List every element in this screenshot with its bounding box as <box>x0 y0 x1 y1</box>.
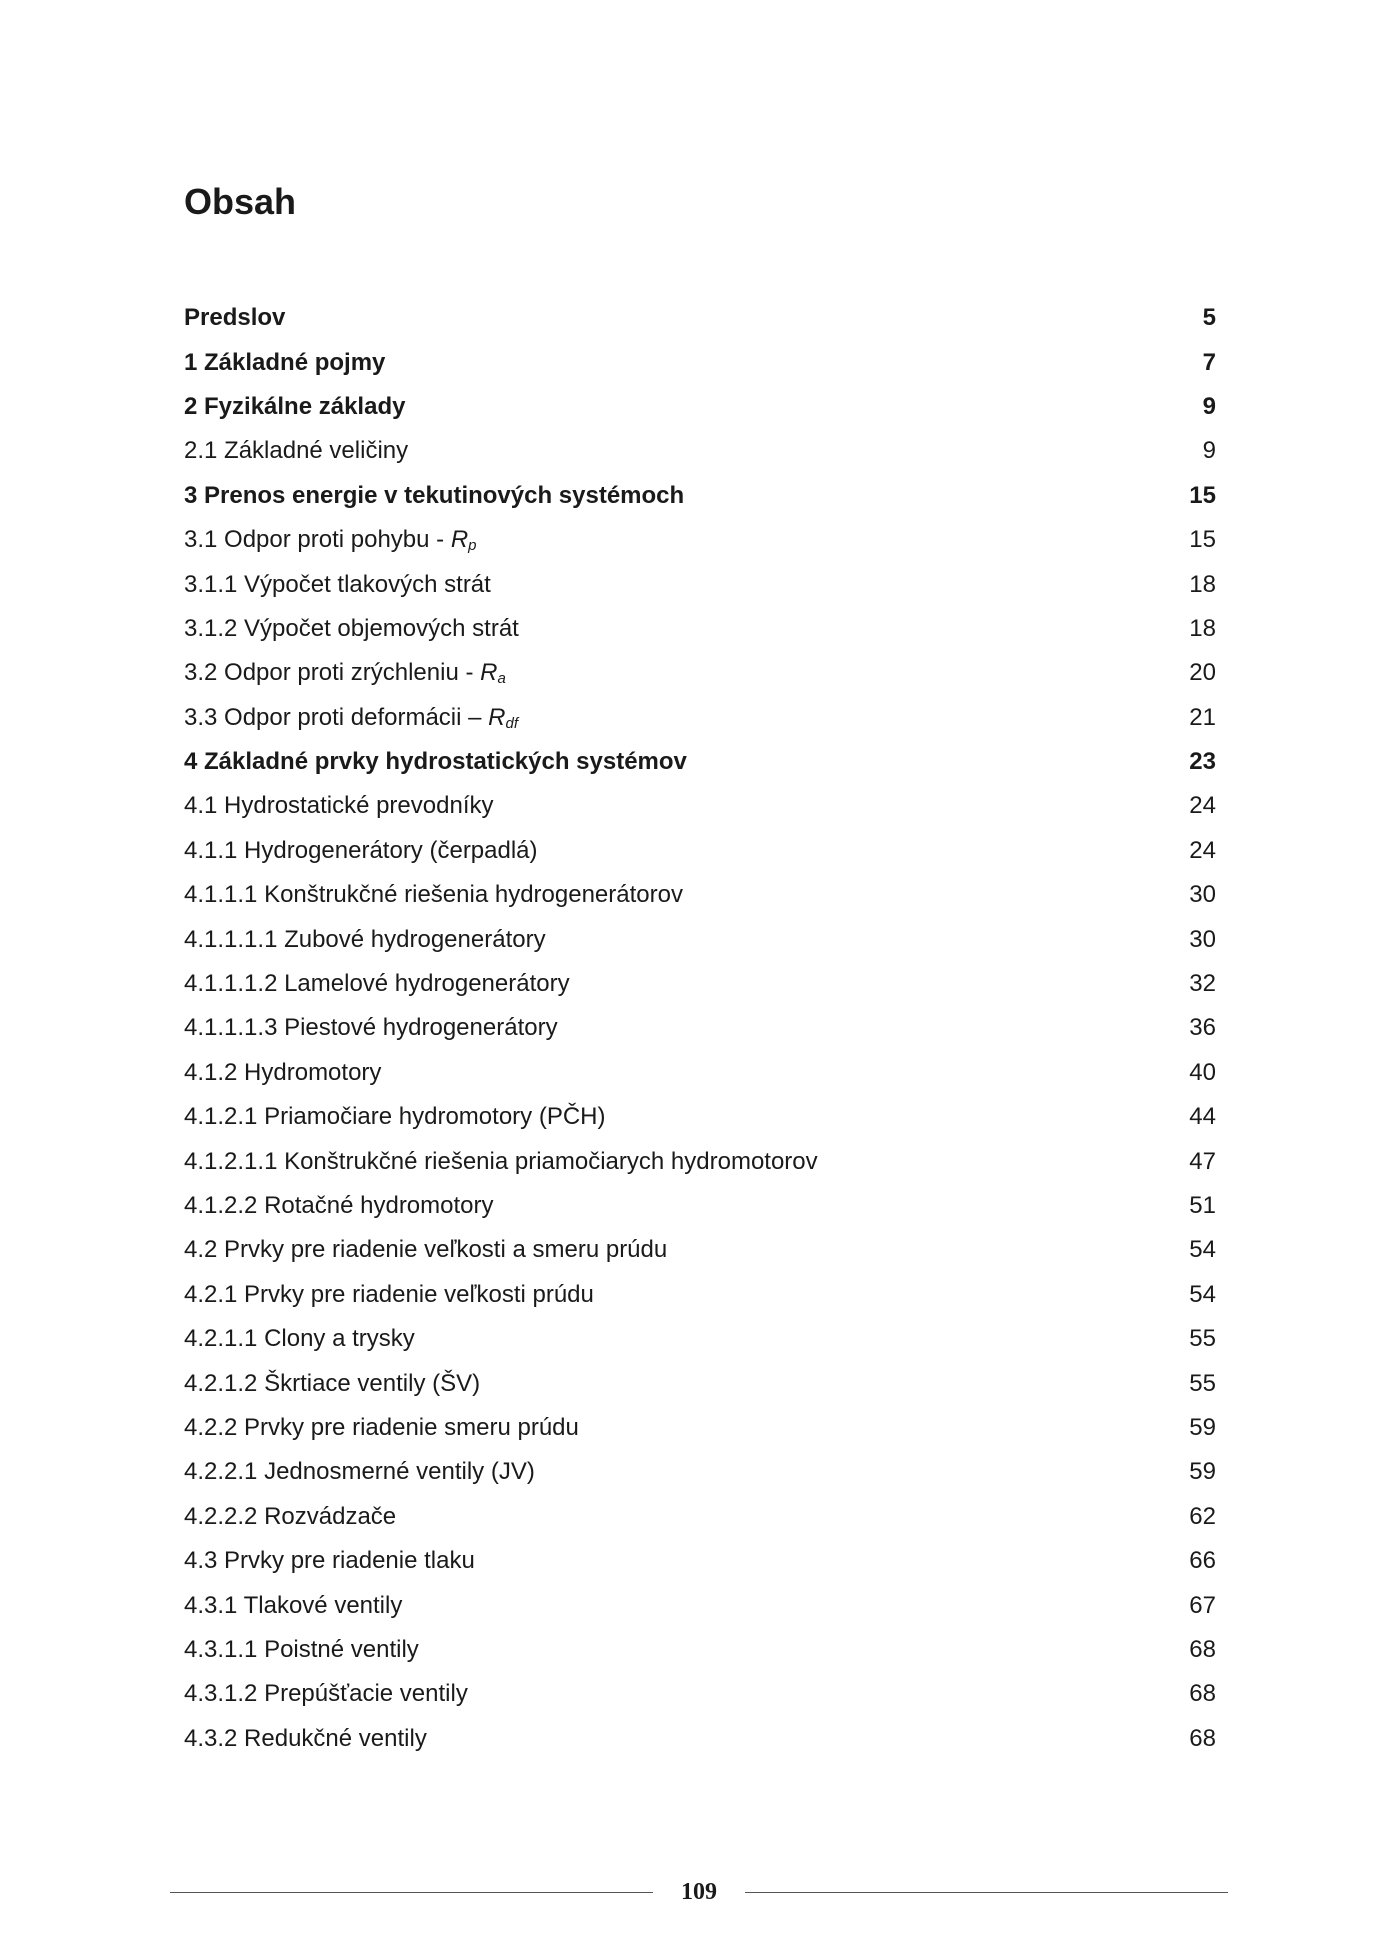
toc-entry[interactable] <box>184 474 1216 518</box>
toc-entry-text: 2 Fyzikálne základy <box>184 392 406 420</box>
toc-entry-page: 67 <box>1189 1591 1216 1619</box>
toc-entry[interactable] <box>184 1450 1216 1494</box>
toc-entry[interactable] <box>184 1672 1216 1716</box>
toc-entry-text: 4.1.2 Hydromotory <box>184 1058 382 1086</box>
toc-entry[interactable] <box>184 429 1216 473</box>
toc-entry-page: 68 <box>1189 1635 1216 1663</box>
toc-entry[interactable] <box>184 696 1216 740</box>
toc-entry-text: Predslov <box>184 304 286 332</box>
toc-entry[interactable] <box>184 1317 1216 1361</box>
toc-entry[interactable] <box>184 1273 1216 1317</box>
toc-entry-title <box>184 970 570 998</box>
toc-entry-page: 44 <box>1189 1103 1216 1131</box>
toc-entry-text: 3.1.2 Výpočet objemových strát <box>184 614 519 642</box>
toc-entry-title <box>184 837 538 865</box>
toc-entry-text: 4.1.1.1 Konštrukčné riešenia hydrogenerátorov <box>184 881 683 909</box>
toc-entry-title <box>184 482 684 510</box>
footer-rule-right <box>745 1892 1228 1893</box>
toc-entry[interactable] <box>184 829 1216 873</box>
toc-entry-page: 9 <box>1202 437 1216 465</box>
page-number: 109 <box>681 1878 717 1905</box>
toc-entry-page: 54 <box>1189 1280 1216 1308</box>
toc-entry-text: 4.1.1.1.1 Zubové hydrogenerátory <box>184 925 546 953</box>
toc-entry-page: 32 <box>1189 970 1216 998</box>
toc-entry-page: 18 <box>1189 614 1216 642</box>
toc-entry[interactable] <box>184 1139 1216 1183</box>
toc-entry-title <box>184 526 477 554</box>
toc-entry-subscript: p <box>468 537 477 555</box>
toc-entry[interactable] <box>184 1628 1216 1672</box>
toc-entry-title <box>184 1725 427 1753</box>
toc-entry-subscript: a <box>497 670 506 688</box>
toc-entry-title <box>184 1636 419 1664</box>
toc-entry-text: 4.3 Prvky pre riadenie tlaku <box>184 1547 475 1575</box>
toc-entry-page: 62 <box>1189 1502 1216 1530</box>
toc-entry-page: 7 <box>1202 348 1216 376</box>
toc-entry-symbol: R <box>488 703 506 731</box>
toc-entry-text: 4.1.1.1.3 Piestové hydrogenerátory <box>184 1014 558 1042</box>
toc-entry-text: 4.1.1 Hydrogenerátory (čerpadlá) <box>184 836 538 864</box>
toc-entry-page: 36 <box>1189 1014 1216 1042</box>
toc-entry-title <box>184 1414 579 1442</box>
toc-entry[interactable] <box>184 962 1216 1006</box>
toc-entry[interactable] <box>184 1228 1216 1272</box>
toc-entry-title <box>184 1458 535 1486</box>
toc-entry-title <box>184 1281 594 1309</box>
toc-entry-title <box>184 1592 402 1620</box>
toc-entry[interactable] <box>184 1495 1216 1539</box>
toc-entry-title <box>184 393 405 421</box>
toc-entry[interactable] <box>184 1539 1216 1583</box>
toc-entry-page: 18 <box>1189 570 1216 598</box>
toc-entry[interactable] <box>184 1717 1216 1761</box>
toc-entry-page: 55 <box>1189 1369 1216 1397</box>
toc-entry-page: 68 <box>1189 1724 1216 1752</box>
toc-entry-title <box>184 792 493 820</box>
toc-entry[interactable] <box>184 607 1216 651</box>
toc-entry-title <box>184 437 408 465</box>
toc-entry-title <box>184 1547 475 1575</box>
toc-entry-text: 2.1 Základné veličiny <box>184 437 409 465</box>
footer-rule-left <box>170 1892 653 1893</box>
toc-entry-title <box>184 571 491 599</box>
toc-entry-text: 4.1.2.1.1 Konštrukčné riešenia priamočiarych hydromotorov <box>184 1147 818 1175</box>
toc-entry-page: 24 <box>1189 792 1216 820</box>
toc-entry[interactable] <box>184 1406 1216 1450</box>
page-title: Obsah <box>184 181 297 222</box>
page-footer <box>170 1872 1228 1912</box>
toc-entry-title <box>184 704 518 732</box>
toc-entry[interactable] <box>184 1051 1216 1095</box>
toc-entry[interactable] <box>184 1361 1216 1405</box>
toc-entry-title <box>184 615 519 643</box>
toc-entry-page: 30 <box>1189 925 1216 953</box>
toc-entry[interactable] <box>184 1184 1216 1228</box>
toc-entry[interactable] <box>184 917 1216 961</box>
toc-entry-title <box>184 1325 415 1353</box>
toc-entry-symbol: R <box>450 526 469 554</box>
toc-entry-text: 4.3.1 Tlakové ventily <box>184 1591 403 1619</box>
toc-entry[interactable] <box>184 873 1216 917</box>
toc-entry-title <box>184 1014 558 1042</box>
toc-entry-text: 4.2.2.1 Jednosmerné ventily (JV) <box>184 1458 535 1486</box>
toc-entry-text: 4.3.1.1 Poistné ventily <box>184 1635 419 1663</box>
toc-entry-text: 4.1.1.1.2 Lamelové hydrogenerátory <box>184 970 570 998</box>
toc-entry-title <box>184 1148 818 1176</box>
toc-entry-title <box>184 304 285 332</box>
toc-entry[interactable] <box>184 651 1216 695</box>
toc-entry-page: 59 <box>1189 1413 1216 1441</box>
toc-entry-text: 4.2.2.2 Rozvádzače <box>184 1502 397 1530</box>
toc-entry-page: 59 <box>1189 1458 1216 1486</box>
toc-entry-page: 30 <box>1189 881 1216 909</box>
toc-entry-text: 4.1 Hydrostatické prevodníky <box>184 792 494 820</box>
toc-entry-text: 3.1.1 Výpočet tlakových strát <box>184 570 491 598</box>
toc-entry-page: 15 <box>1189 481 1216 509</box>
toc-entry[interactable] <box>184 740 1216 784</box>
toc-entry-page: 54 <box>1189 1236 1216 1264</box>
toc-entry-text: 1 Základné pojmy <box>184 348 386 376</box>
toc-entry-title <box>184 1370 480 1398</box>
toc-entry-title <box>184 748 687 776</box>
toc-entry-title <box>184 659 506 687</box>
toc-entry-subscript: df <box>505 714 519 732</box>
toc-entry[interactable] <box>184 1583 1216 1627</box>
toc-entry-title <box>184 926 546 954</box>
toc-entry-text: 4.1.2.1 Priamočiare hydromotory (PČH) <box>184 1103 606 1131</box>
toc-entry-title <box>184 881 683 909</box>
toc-entry-title <box>184 1059 381 1087</box>
toc-entry[interactable] <box>184 1095 1216 1139</box>
toc-entry-text: 4.2 Prvky pre riadenie veľkosti a smeru prúdu <box>184 1236 668 1264</box>
toc-entry-page: 51 <box>1189 1192 1216 1219</box>
toc-entry-title <box>184 1680 468 1708</box>
toc-entry-text: 4.1.2.2 Rotačné hydromotory <box>184 1192 494 1219</box>
toc-entry-title <box>184 1103 605 1131</box>
toc-entry-page: 23 <box>1189 748 1216 776</box>
toc-entry-page: 40 <box>1189 1058 1216 1086</box>
toc-entry-text: 4.2.1.2 Škrtiace ventily (ŠV) <box>184 1369 481 1397</box>
toc-entry-text: 4 Základné prvky hydrostatických systémov <box>184 748 687 776</box>
toc-entry[interactable] <box>184 518 1216 562</box>
toc-entry-page: 20 <box>1189 659 1216 687</box>
toc-entry-title <box>184 1192 494 1220</box>
toc-entry[interactable] <box>184 385 1216 429</box>
toc-entry[interactable] <box>184 340 1216 384</box>
toc-entry-text: 4.3.2 Redukčné ventily <box>184 1724 427 1752</box>
toc-entry-page: 21 <box>1189 703 1216 731</box>
toc-entry-title <box>184 1236 667 1264</box>
toc-entry-page: 47 <box>1189 1147 1216 1175</box>
toc-entry-text: 3.1 Odpor proti pohybu - <box>184 526 451 554</box>
toc-entry-text: 3.2 Odpor proti zrýchleniu - <box>184 659 481 687</box>
toc-entry-text: 4.3.1.2 Prepúšťacie ventily <box>184 1680 468 1708</box>
toc-entry-page: 15 <box>1189 526 1216 554</box>
toc-entry-title <box>184 349 385 377</box>
table-of-contents <box>184 296 1216 1761</box>
toc-entry[interactable] <box>184 784 1216 828</box>
toc-entry-text: 4.2.1.1 Clony a trysky <box>184 1325 415 1353</box>
toc-entry-text: 3 Prenos energie v tekutinových systémoch <box>184 481 685 509</box>
toc-entry-title <box>184 1503 396 1531</box>
toc-entry[interactable] <box>184 562 1216 606</box>
toc-entry-page: 55 <box>1189 1325 1216 1353</box>
toc-entry[interactable] <box>184 296 1216 340</box>
toc-entry-page: 66 <box>1189 1547 1216 1575</box>
toc-entry-text: 4.2.2 Prvky pre riadenie smeru prúdu <box>184 1413 579 1441</box>
toc-entry-page: 5 <box>1202 304 1216 332</box>
toc-entry[interactable] <box>184 1006 1216 1050</box>
toc-entry-page: 68 <box>1189 1680 1216 1708</box>
toc-entry-page: 24 <box>1189 836 1216 864</box>
toc-entry-text: 3.3 Odpor proti deformácii – <box>184 703 489 731</box>
toc-entry-symbol: R <box>480 659 498 687</box>
toc-entry-text: 4.2.1 Prvky pre riadenie veľkosti prúdu <box>184 1280 594 1308</box>
toc-entry-page: 9 <box>1202 392 1216 420</box>
